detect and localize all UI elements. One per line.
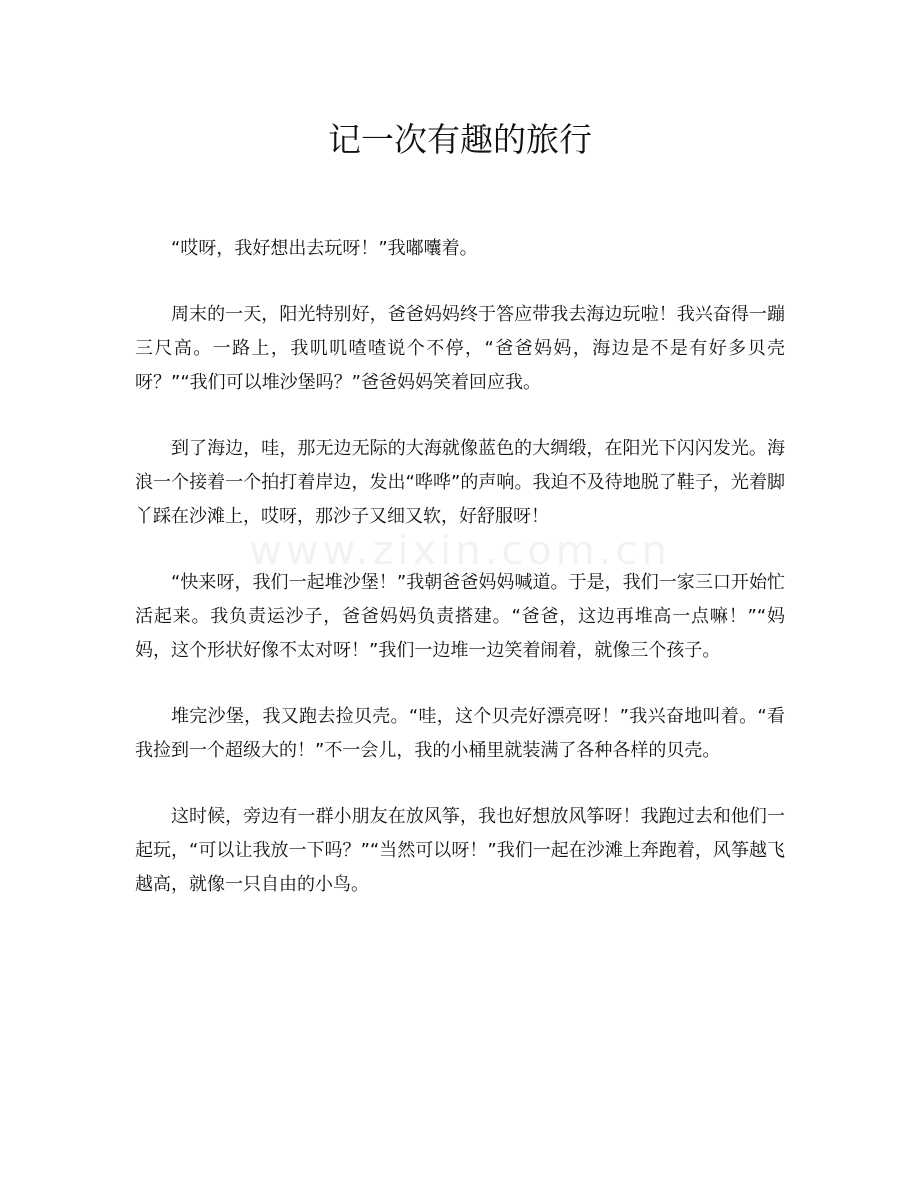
paragraph-4: “快来呀，我们一起堆沙堡！”我朝爸爸妈妈喊道。于是，我们一家三口开始忙活起来。我负责运沙子，爸爸妈妈负责搭建。“爸爸，这边再堆高一点嘛！”“妈妈，这个形状好像不太对呀！”我们一边堆一边笑着闹着，就像三个孩子。: [135, 572, 785, 661]
watermark: www.zixin.com.cn: [249, 528, 671, 574]
paragraph-1: “哎呀，我好想出去玩呀！”我嘟囔着。: [171, 238, 478, 259]
essay-body: [135, 232, 785, 934]
paragraph-2: 周末的一天，阳光特别好，爸爸妈妈终于答应带我去海边玩啦！我兴奋得一蹦三尺高。一路上，我叽叽喳喳说个不停，“爸爸妈妈，海边是不是有好多贝壳呀？”“我们可以堆沙堡吗？”爸爸妈妈笑着回应我。: [135, 304, 785, 393]
paragraph-5: 堆完沙堡，我又跑去捡贝壳。“哇，这个贝壳好漂亮呀！”我兴奋地叫着。“看我捡到一个超级大的！”不一会儿，我的小桶里就装满了各种各样的贝壳。: [135, 706, 785, 761]
paragraph-6: 这时候，旁边有一群小朋友在放风筝，我也好想放风筝呀！我跑过去和他们一起玩，“可以让我放一下吗？”“当然可以呀！”我们一起在沙滩上奔跑着，风筝越飞越高，就像一只自由的小鸟。: [135, 806, 785, 895]
page-title: 记一次有趣的旅行: [328, 120, 592, 159]
paragraph-3: 到了海边，哇，那无边无际的大海就像蓝色的大绸缎，在阳光下闪闪发光。海浪一个接着一个拍打着岸边，发出“哗哗”的声响。我迫不及待地脱了鞋子，光着脚丫踩在沙滩上，哎呀，那沙子又细又软，好舒服呀！: [135, 438, 785, 527]
